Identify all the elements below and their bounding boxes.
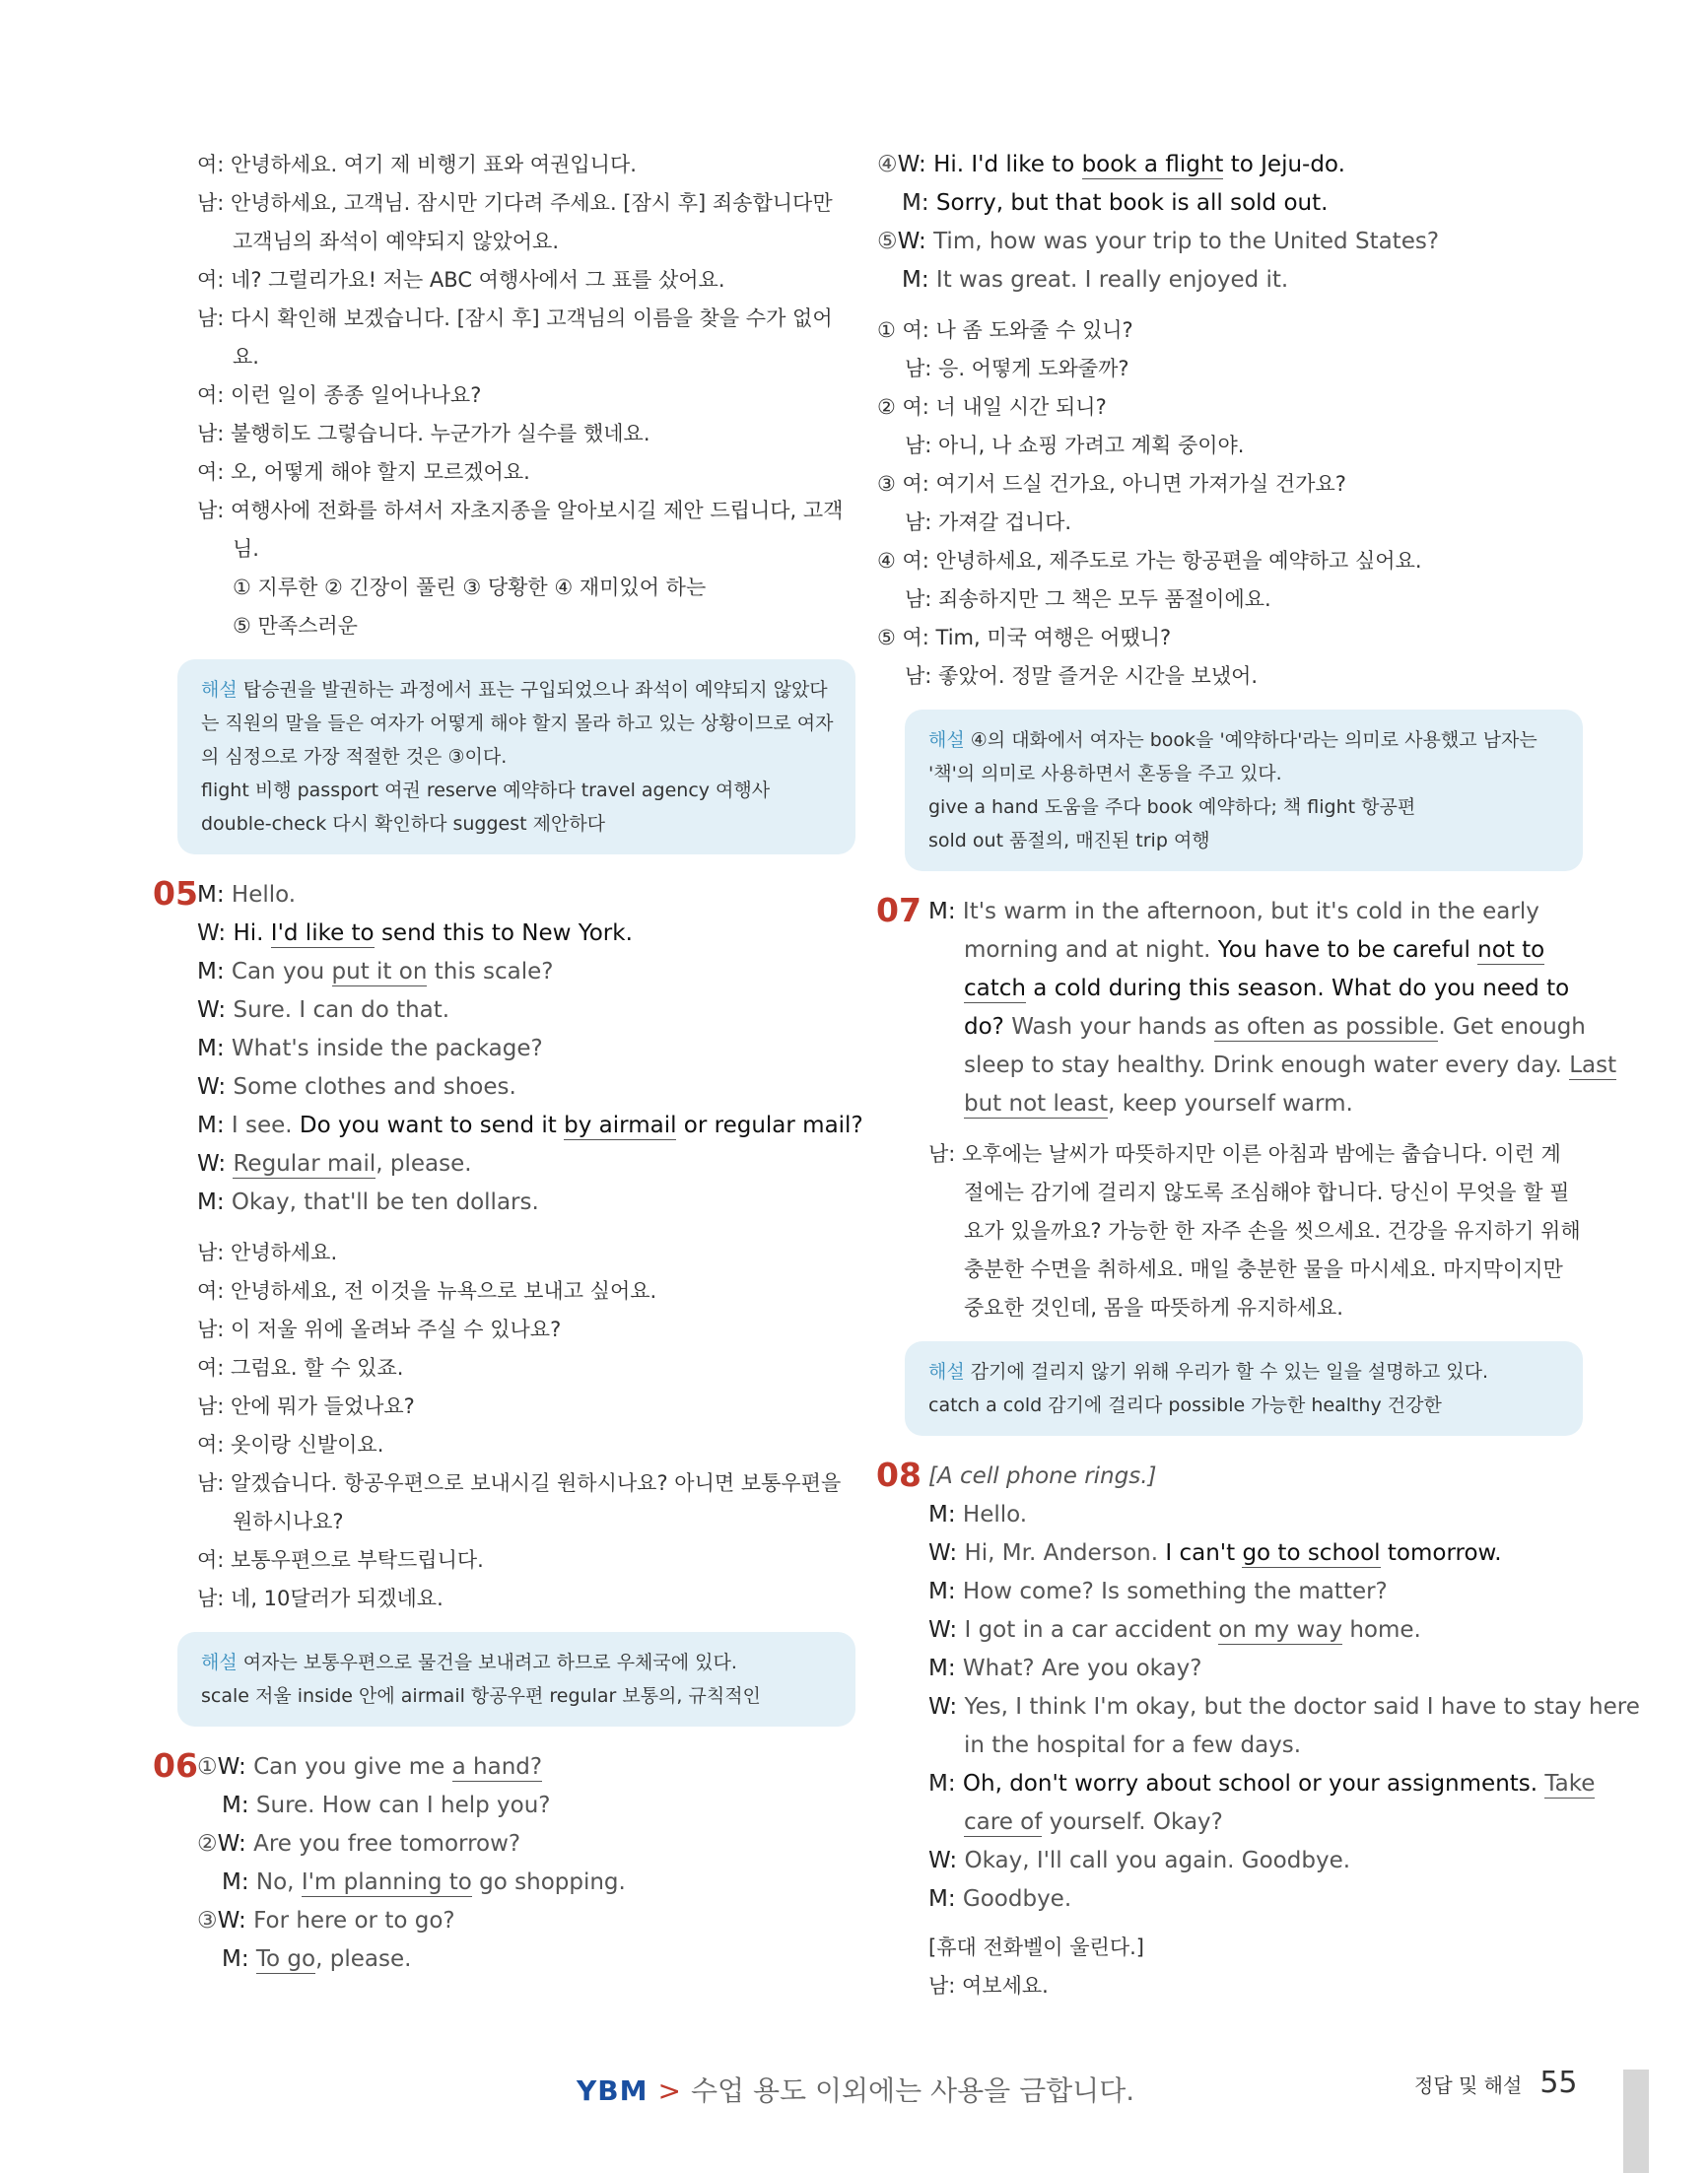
- explanation-text: ④의 대화에서 여자는 book을 '예약하다'라는 의미로 사용했고 남자는: [970, 729, 1537, 751]
- text-line: 중요한 것인데, 몸을 따뜻하게 유지하세요.: [964, 1296, 1343, 1320]
- text-line: 절에는 감기에 걸리지 않도록 조심해야 합니다. 당신이 무엇을 할 필: [964, 1181, 1570, 1204]
- text-line: 남: 이 저울 위에 올려놔 주실 수 있나요?: [197, 1318, 562, 1341]
- text-line: 원하시나요?: [233, 1510, 344, 1533]
- footer-notice: [577, 2070, 1134, 2109]
- question-number: 05: [153, 874, 198, 913]
- question-07: 07 M: It's warm in the afternoon, but it's cold in the early morning and at night. You have to be careful not to catch a cold during this season. What do you need to do? Wash your hands as often as possible. Get enough sleep to stay healthy. Drink enough water every day. Last but not least, keep yourself warm.: [876, 891, 1617, 1117]
- question-08: 08 [A cell phone rings.] M: Hello. W: Hi, Mr. Anderson. I can't go to school tomorrow. M: How come? Is something the matter? W: I got in a car accident on my way home. M: What? Are you okay? W: Yes, I think I'm okay, but the doctor said I have to stay here in the hospital for a few days. M: Oh, don't worry about school or your assignments. Take care of yourself. Okay? W: Okay, I'll call you again. Goodbye. M: Goodbye.: [876, 1456, 1640, 1912]
- explanation-box-04: [177, 659, 855, 854]
- text-line: 요.: [233, 345, 259, 369]
- explanation-box-06: [905, 710, 1583, 871]
- question-number: 07: [876, 891, 922, 929]
- text-line: 남: 죄송하지만 그 책은 모두 품절이에요.: [905, 587, 1271, 611]
- text-line: 남: 네, 10달러가 되겠네요.: [197, 1587, 444, 1610]
- answer-choices: ⑤ 만족스러운: [233, 614, 358, 638]
- explanation-label: 해설: [928, 1361, 965, 1383]
- q06-english-continued: ④W: Hi. I'd like to book a flight to Jeju-do. M: Sorry, but that book is all sold out. ⑤W: Tim, how was your trip to the United States? M: It was great. I really enjoyed it.: [877, 152, 1440, 293]
- right-column: [876, 146, 1640, 2005]
- vocab-line: give a hand 도움을 주다 book 예약하다; 책 flight 항공편: [928, 796, 1416, 818]
- text-line: ③ 여: 여기서 드실 건가요, 아니면 가져가실 건가요?: [877, 472, 1346, 496]
- text-line: 여: 안녕하세요. 여기 제 비행기 표와 여권입니다.: [197, 153, 637, 176]
- text-line: 여: 옷이랑 신발이요.: [197, 1433, 384, 1457]
- text-line: 여: 네? 그럴리가요! 저는 ABC 여행사에서 그 표를 샀어요.: [197, 268, 725, 292]
- text-line: 남: 다시 확인해 보겠습니다. [잠시 후] 고객님의 이름을 찾을 수가 없어: [197, 306, 833, 330]
- explanation-label: 해설: [201, 679, 238, 701]
- question-05: 05 M: Hello. W: Hi. I'd like to send this to New York. M: Can you put it on this scale? W: Sure. I can do that. M: What's inside the package? W: Some clothes and shoes. M: I see. Do you want to send it by airmail or regular mail? W: Regular mail, please. M: Okay, that'll be ten dollars.: [153, 874, 863, 1215]
- explanation-text: 는 직원의 말을 들은 여자가 어떻게 해야 할지 몰라 하고 있는 상황이므로 여자: [201, 713, 834, 734]
- page-info: [1414, 2066, 1578, 2100]
- text-line: 고객님의 좌석이 예약되지 않았어요.: [233, 230, 559, 253]
- text-line: 남: 불행히도 그렇습니다. 누군가가 실수를 했네요.: [197, 422, 650, 445]
- explanation-box-07: [905, 1341, 1583, 1436]
- brand-logo: YBM: [577, 2074, 649, 2107]
- text-line: 여: 보통우편으로 부탁드립니다.: [197, 1548, 484, 1572]
- explanation-text: 여자는 보통우편으로 물건을 보내려고 하므로 우체국에 있다.: [242, 1652, 737, 1673]
- explanation-label: 해설: [201, 1652, 238, 1673]
- text-line: ④ 여: 안녕하세요, 제주도로 가는 항공편을 예약하고 싶어요.: [877, 549, 1422, 573]
- text-line: 남: 여행사에 전화를 하셔서 자초지종을 알아보시길 제안 드립니다, 고객: [197, 499, 844, 522]
- text-line: 남: 여보세요.: [928, 1974, 1049, 1998]
- text-line: 남: 응. 어떻게 도와줄까?: [905, 357, 1129, 380]
- page-number: 55: [1539, 2066, 1578, 2100]
- chevron-right-icon: >: [657, 2074, 681, 2107]
- text-line: 님.: [233, 537, 259, 561]
- text-line: 남: 안녕하세요, 고객님. 잠시만 기다려 주세요. [잠시 후] 죄송합니다만: [197, 191, 833, 215]
- explanation-box-05: [177, 1632, 855, 1727]
- section-label: 정답 및 해설: [1414, 2073, 1523, 2097]
- vocab-line: double-check 다시 확인하다 suggest 제안하다: [201, 813, 606, 835]
- explanation-text: 감기에 걸리지 않기 위해 우리가 할 수 있는 일을 설명하고 있다.: [970, 1361, 1489, 1383]
- explanation-label: 해설: [928, 729, 965, 751]
- text-line: 여: 안녕하세요, 전 이것을 뉴욕으로 보내고 싶어요.: [197, 1279, 657, 1303]
- text-line: 남: 가져갈 겁니다.: [905, 510, 1072, 534]
- explanation-text: '책'의 의미로 사용하면서 혼동을 주고 있다.: [928, 763, 1282, 784]
- vocab-line: flight 비행 passport 여권 reserve 예약하다 travel agency 여행사: [201, 780, 771, 801]
- text-line: 여: 이런 일이 종종 일어나나요?: [197, 383, 482, 407]
- explanation-text: 탑승권을 발권하는 과정에서 표는 구입되었으나 좌석이 예약되지 않았다: [242, 679, 828, 701]
- text-line: ⑤ 여: Tim, 미국 여행은 어땠니?: [877, 626, 1172, 649]
- text-line: ② 여: 너 내일 시간 되니?: [877, 395, 1107, 419]
- q07-korean-translation: [877, 1135, 1581, 1327]
- text-line: 여: 그럼요. 할 수 있죠.: [197, 1356, 404, 1380]
- text-line: 충분한 수면을 취하세요. 매일 충분한 물을 마시세요. 마지막이지만: [964, 1257, 1563, 1281]
- q05-korean-translation: [197, 1234, 857, 1618]
- text-line: 남: 안녕하세요.: [197, 1241, 338, 1264]
- vocab-line: sold out 품절의, 매진된 trip 여행: [928, 830, 1210, 851]
- vocab-line: catch a cold 감기에 걸리다 possible 가능한 healthy 건강한: [928, 1394, 1442, 1416]
- text-line: 남: 알겠습니다. 항공우편으로 보내시길 원하시나요? 아니면 보통우편을: [197, 1471, 842, 1495]
- q06-korean-translation: [877, 311, 1557, 696]
- text-line: 남: 아니, 나 쇼핑 가려고 계획 중이야.: [905, 434, 1245, 457]
- text-line: 요가 있을까요? 가능한 한 자주 손을 씻으세요. 건강을 유지하기 위해: [964, 1219, 1581, 1243]
- explanation-text: 의 심정으로 가장 적절한 것은 ③이다.: [201, 746, 508, 768]
- q04-korean-translation: [197, 146, 857, 645]
- vocab-line: scale 저울 inside 안에 airmail 항공우편 regular 보통의, 규칙적인: [201, 1685, 761, 1707]
- question-number: 08: [876, 1456, 922, 1494]
- text-line: 남: 안에 뭐가 들었나요?: [197, 1394, 415, 1418]
- text-line: 여: 오, 어떻게 해야 할지 모르겠어요.: [197, 460, 530, 484]
- text-line: [휴대 전화벨이 울린다.]: [928, 1935, 1144, 1959]
- usage-notice: 수업 용도 이외에는 사용을 금합니다.: [690, 2074, 1135, 2107]
- answer-choices: ① 지루한 ② 긴장이 풀린 ③ 당황한 ④ 재미있어 하는: [233, 576, 707, 599]
- text-line: 남: 좋았어. 정말 즐거운 시간을 보냈어.: [905, 664, 1259, 688]
- left-column: [153, 146, 863, 1979]
- question-06: 06 ①W: Can you give me a hand? M: Sure. How can I help you? ②W: Are you free tomorrow? M: No, I'm planning to go shopping. ③W: For here or to go? M: To go, please.: [153, 1746, 626, 1972]
- text-line: ① 여: 나 좀 도와줄 수 있니?: [877, 318, 1133, 342]
- q08-korean-translation: [877, 1929, 1557, 2005]
- text-line: 남: 오후에는 날씨가 따뜻하지만 이른 아침과 밤에는 춥습니다. 이런 계: [928, 1142, 1561, 1166]
- question-number: 06: [153, 1746, 198, 1785]
- page-edge-tab: [1623, 2070, 1649, 2173]
